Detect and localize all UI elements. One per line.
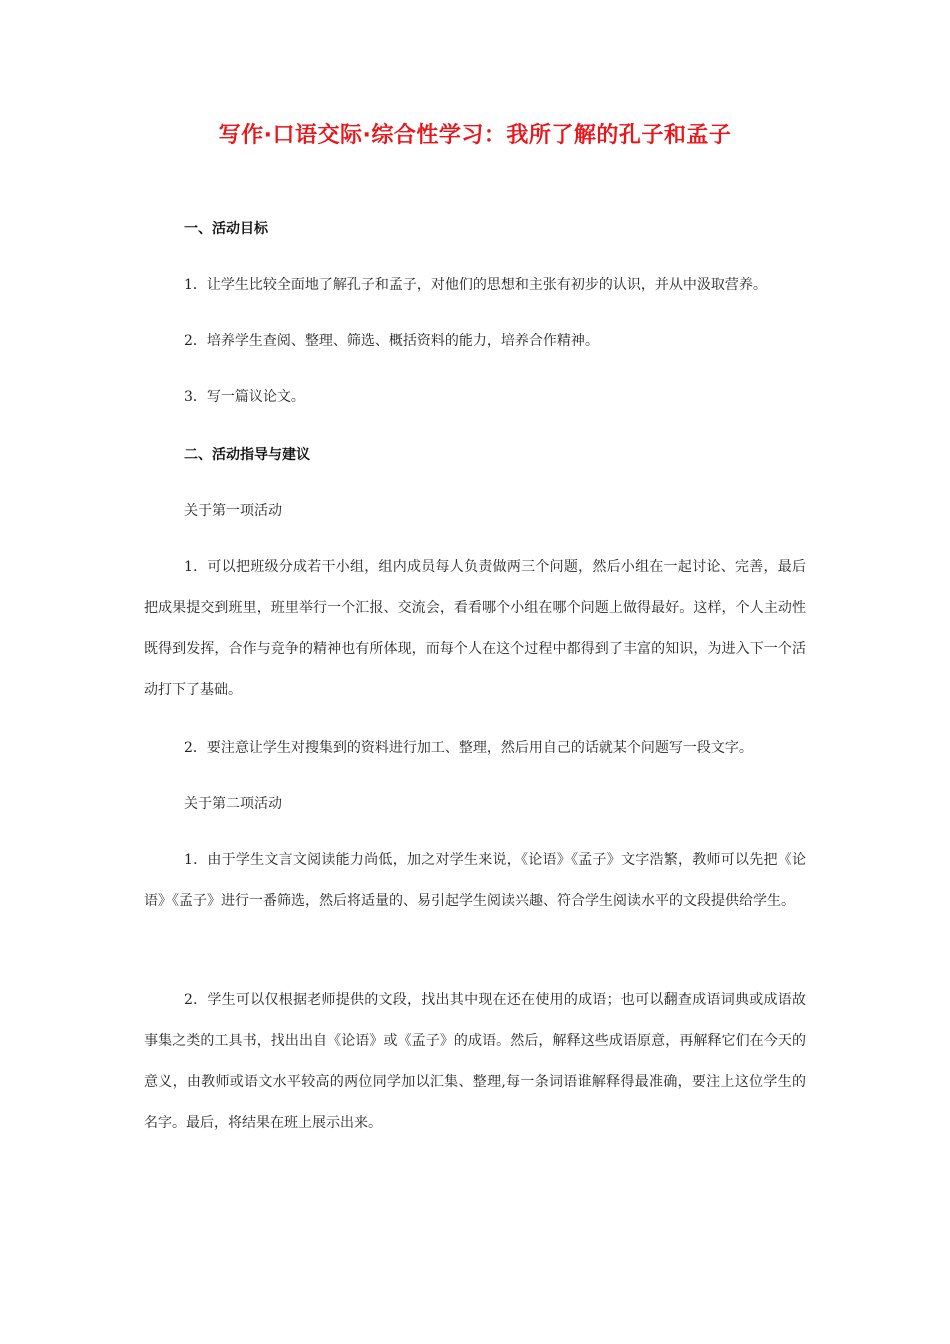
goal-item-2: 2．培养学生查阅、整理、筛选、概括资料的能力，培养合作精神。: [184, 333, 599, 349]
section-heading-goals: 一、活动目标: [184, 221, 268, 237]
goal-item-1: 1．让学生比较全面地了解孔子和孟子，对他们的思想和主张有初步的认识，并从中汲取营养。: [184, 277, 767, 293]
activity-2-paragraph-2: 2．学生可以仅根据老师提供的文段，找出其中现在还在使用的成语；也可以翻查成语词典或成语故事集之类的工具书，找出出自《论语》或《孟子》的成语。然后，解释这些成语原意，再解释它们在今天的意义，由教师或语文水平较高的两位同学加以汇集、整理,每一条词语谁解释得最准确，要注上这位学生的名字。最后，将结果在班上展示出来。: [144, 992, 806, 1131]
sub-heading-activity-1: 关于第一项活动: [184, 503, 282, 519]
sub-heading-activity-2: 关于第二项活动: [184, 796, 282, 812]
activity-2-paragraph-1: 1．由于学生文言文阅读能力尚低，加之对学生来说，《论语》《孟子》文字浩繁，教师可以先把《论语》《孟子》进行一番筛选，然后将适量的、易引起学生阅读兴趣、符合学生阅读水平的文段提供给学生。: [144, 852, 806, 909]
goal-item-3: 3．写一篇议论文。: [184, 389, 305, 405]
section-heading-guidance: 二、活动指导与建议: [184, 447, 310, 463]
activity-1-paragraph-1: 1．可以把班级分成若干小组，组内成员每人负责做两三个问题，然后小组在一起讨论、完善，最后把成果提交到班里，班里举行一个汇报、交流会，看看哪个小组在哪个问题上做得最好。这样，个人主动性既得到发挥，合作与竞争的精神也有所体现，而每个人在这个过程中都得到了丰富的知识，为进入下一个活动打下了基础。: [144, 559, 806, 698]
document-title: 写作·口语交际·综合性学习：我所了解的孔子和孟子: [218, 123, 732, 148]
activity-1-paragraph-2: 2．要注意让学生对搜集到的资料进行加工、整理，然后用自己的话就某个问题写一段文字。: [184, 740, 753, 756]
